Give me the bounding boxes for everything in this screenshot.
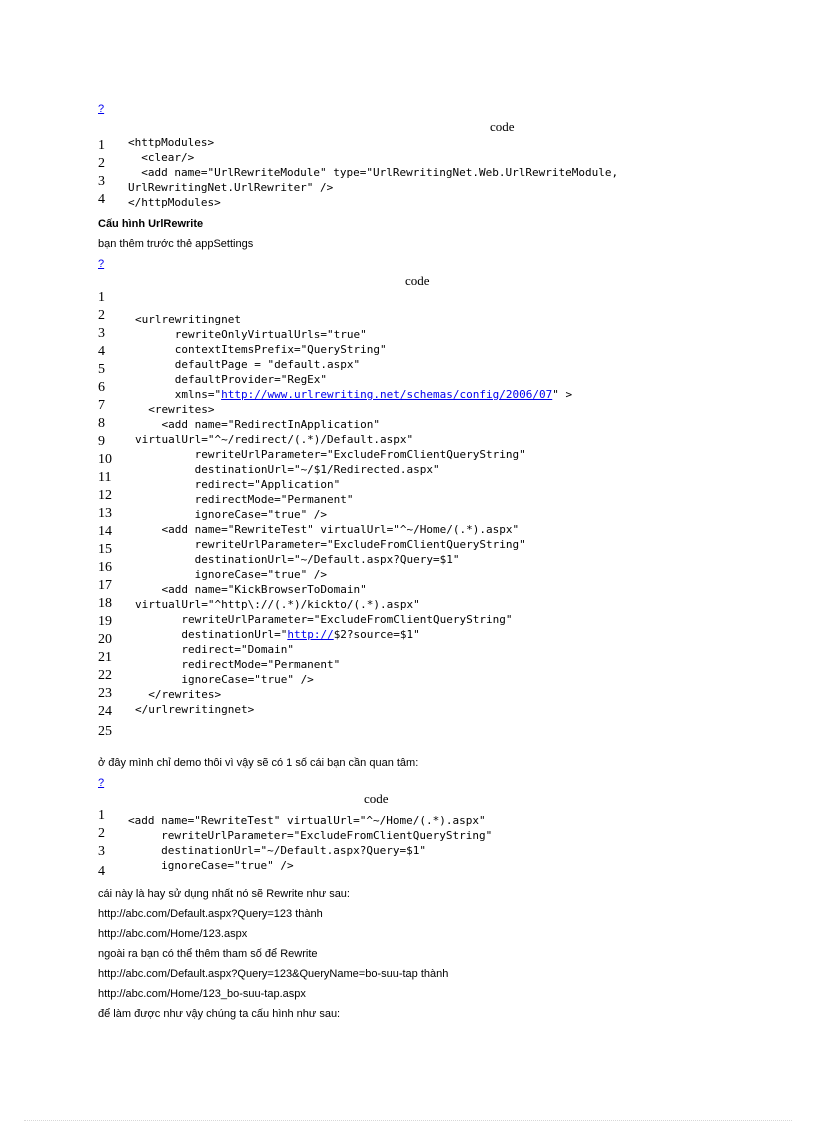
page-bottom-rule <box>24 1120 792 1121</box>
line-number: 2 <box>98 826 105 841</box>
code-line: <add name="RewriteTest" virtualUrl="^~/Home/(.*).aspx" <box>135 523 520 536</box>
code-line: ignoreCase="true" /> <box>135 673 314 686</box>
paragraph: http://abc.com/Default.aspx?Query=123 thành <box>98 908 323 920</box>
code-line: <rewrites> <box>135 403 215 416</box>
line-number: 4 <box>98 192 105 207</box>
code-line: rewriteUrlParameter="ExcludeFromClientQueryString" <box>128 829 493 842</box>
line-number: 25 <box>98 724 112 739</box>
line-number: 1 <box>98 808 105 823</box>
code-line: rewriteUrlParameter="ExcludeFromClientQueryString" <box>135 613 513 626</box>
line-number: 13 <box>98 506 112 521</box>
code-line: contextItemsPrefix="QueryString" <box>135 343 387 356</box>
code-line: destinationUrl="~/$1/Redirected.aspx" <box>135 463 440 476</box>
line-number: 2 <box>98 156 105 171</box>
code-line: UrlRewritingNet.UrlRewriter" /> <box>128 181 334 194</box>
line-number: 2 <box>98 308 105 323</box>
line-number: 1 <box>98 138 105 153</box>
paragraph: http://abc.com/Home/123_bo-suu-tap.aspx <box>98 988 306 1000</box>
code-line: virtualUrl="^~/redirect/(.*)/Default.aspx" <box>135 433 414 446</box>
code-text: $2?source=$1" <box>333 628 420 641</box>
xmlns-link[interactable]: http://www.urlrewriting.net/schemas/config/2006/07 <box>221 388 553 401</box>
paragraph: http://abc.com/Default.aspx?Query=123&QueryName=bo-suu-tap thành <box>98 968 449 980</box>
line-number: 6 <box>98 380 105 395</box>
code-line: </rewrites> <box>135 688 222 701</box>
line-number: 8 <box>98 416 105 431</box>
code-line: </httpModules> <box>128 196 221 209</box>
code-line: redirectMode="Permanent" <box>135 658 341 671</box>
line-number: 12 <box>98 488 112 503</box>
code-line: ignoreCase="true" /> <box>135 508 328 521</box>
line-number: 15 <box>98 542 112 557</box>
code-line: destinationUrl="~/Default.aspx?Query=$1" <box>135 553 460 566</box>
line-number: 20 <box>98 632 112 647</box>
code-line: <add name="RewriteTest" virtualUrl="^~/Home/(.*).aspx" <box>128 814 486 827</box>
line-number: 21 <box>98 650 112 665</box>
line-number: 3 <box>98 844 105 859</box>
line-number: 11 <box>98 470 112 485</box>
code-line: ignoreCase="true" /> <box>135 568 328 581</box>
question-link[interactable]: ? <box>98 103 105 115</box>
code-line: <httpModules> <box>128 136 215 149</box>
code-line: <urlrewritingnet <box>135 313 241 326</box>
question-link[interactable]: ? <box>98 777 105 789</box>
code-line: ignoreCase="true" /> <box>128 859 294 872</box>
line-number: 23 <box>98 686 112 701</box>
code-lines <box>135 313 573 716</box>
code-header: code <box>490 119 515 134</box>
code-text: xmlns=" <box>135 388 222 401</box>
line-number: 3 <box>98 174 105 189</box>
code-line: rewriteOnlyVirtualUrls="true" <box>135 328 367 341</box>
code-line: <add name="RedirectInApplication" <box>135 418 381 431</box>
paragraph: cái này là hay sử dụng nhất nó sẽ Rewrite như sau: <box>98 888 350 900</box>
line-number: 10 <box>98 452 112 467</box>
line-number: 14 <box>98 524 112 539</box>
code-line: virtualUrl="^http\://(.*)/kickto/(.*).aspx" <box>135 598 420 611</box>
code-lines <box>128 814 493 892</box>
code-line: redirectMode="Permanent" <box>135 493 354 506</box>
line-number: 16 <box>98 560 112 575</box>
line-number: 4 <box>98 864 105 879</box>
code-line: <clear/> <box>128 151 195 164</box>
code-line: defaultPage = "default.aspx" <box>135 358 361 371</box>
code-text: destinationUrl=" <box>135 628 288 641</box>
paragraph: http://abc.com/Home/123.aspx <box>98 928 248 940</box>
line-number: 7 <box>98 398 105 413</box>
line-number: 3 <box>98 326 105 341</box>
line-number: 9 <box>98 434 105 449</box>
code-line: </urlrewritingnet> <box>135 703 255 716</box>
code-text: " > <box>552 388 573 401</box>
code-line-xmlns <box>135 388 572 401</box>
section-heading: Cấu hình UrlRewrite <box>98 218 204 230</box>
question-link[interactable]: ? <box>98 258 105 270</box>
line-number: 4 <box>98 344 105 359</box>
code-line: defaultProvider="RegEx" <box>135 373 328 386</box>
code-line: <add name="UrlRewriteModule" type="UrlRewritingNet.Web.UrlRewriteModule, <box>128 166 619 179</box>
paragraph: ở đây mình chỉ demo thôi vì vậy sẽ có 1 số cái bạn cần quan tâm: <box>98 757 419 769</box>
line-number: 22 <box>98 668 112 683</box>
code-header: code <box>364 791 389 806</box>
line-number: 24 <box>98 704 112 719</box>
code-line: rewriteUrlParameter="ExcludeFromClientQueryString" <box>135 448 526 461</box>
code-line: <add name="KickBrowserToDomain" <box>135 583 367 596</box>
paragraph: bạn thêm trước thẻ appSettings <box>98 238 254 250</box>
line-number: 18 <box>98 596 112 611</box>
line-number: 17 <box>98 578 112 593</box>
code-header: code <box>405 273 430 288</box>
code-line: destinationUrl="~/Default.aspx?Query=$1" <box>128 844 427 857</box>
code-line: redirect="Domain" <box>135 643 294 656</box>
line-number: 5 <box>98 362 105 377</box>
destination-link[interactable]: http:// <box>287 628 334 641</box>
paragraph: ngoài ra bạn có thể thêm tham số để Rewrite <box>98 948 318 960</box>
paragraph: để làm được như vậy chúng ta cấu hình như sau: <box>98 1008 341 1020</box>
code-line: rewriteUrlParameter="ExcludeFromClientQueryString" <box>135 538 526 551</box>
code-line: redirect="Application" <box>135 478 341 491</box>
line-number: 1 <box>98 290 105 305</box>
code-line-destination <box>135 628 420 641</box>
line-number: 19 <box>98 614 112 629</box>
